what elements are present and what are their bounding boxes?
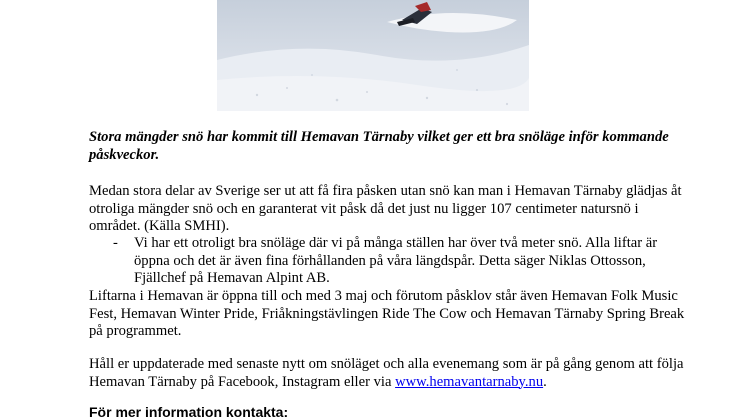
- paragraph-snow-levels: Medan stora delar av Sverige ser ut att få fira påsken utan snö kan man i Hemavan Tärnaby glädjas åt otroliga mängder snö och en garanterat vit påsk då det just nu ligger 107 centimeter natursnö i området. (Källa SMHI).: [89, 183, 682, 234]
- bullet-text: Vi har ett otroligt bra snöläge där vi på många ställen har över två meter snö. Alla liftar är öppna och det är även fina förhållanden på våra längdspår. Detta säger Niklas Ottosson, Fjällchef på Hemavan Alpint AB.: [134, 235, 658, 286]
- bullet-marker: -: [113, 235, 118, 251]
- contact-heading: För mer information kontakta:: [89, 404, 289, 420]
- skier-photo: [217, 0, 529, 111]
- lead-paragraph: Stora mängder snö har kommit till Hemavan Tärnaby vilket ger ett bra snöläge inför kommande påskveckor.: [89, 129, 669, 163]
- paragraph-stay-updated: [89, 356, 689, 391]
- website-link[interactable]: www.hemavantarnaby.nu: [395, 373, 544, 390]
- paragraph-stay-updated-end: .: [543, 373, 547, 390]
- paragraph-lifts-events: Liftarna i Hemavan är öppna till och med 3 maj och förutom påsklov står även Hemavan Folk Music Fest, Hemavan Winter Pride, Friåkningstävlingen Ride The Cow och Hemavan Tärnaby Spring Break på programmet.: [89, 288, 685, 339]
- paragraph-stay-updated-text: Håll er uppdaterade med senaste nytt om snöläget och alla evenemang som är på gång genom att följa Hemavan Tärnaby på Facebook, Instagram eller via: [89, 356, 684, 390]
